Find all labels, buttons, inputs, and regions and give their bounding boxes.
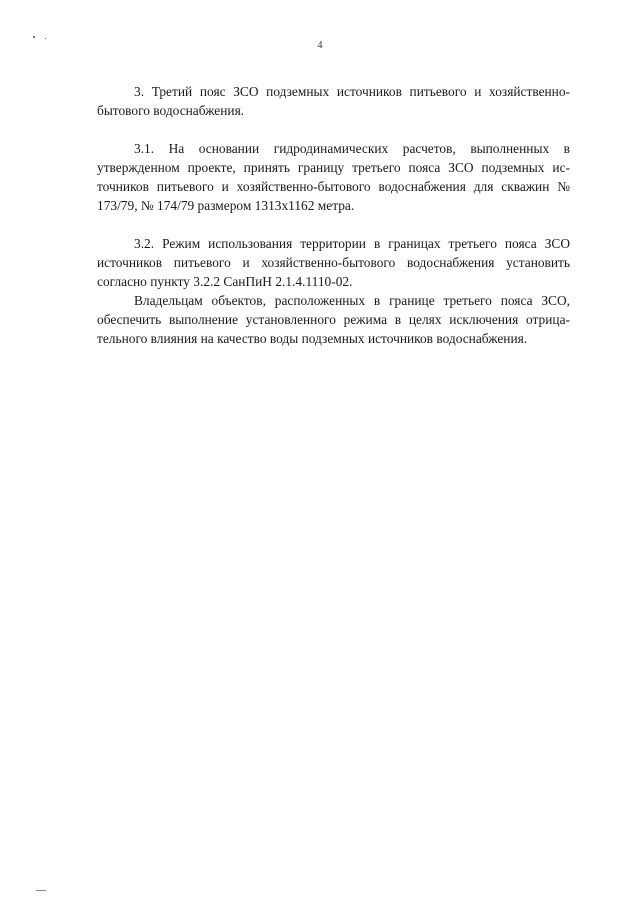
scan-speck bbox=[45, 38, 46, 39]
clause-3-1: 3.1. На основании гидродинамических расчетов, выполненных в утвержденном проекте, принять границу третьего пояса ЗСО подземных источников питьевого и хозяйственно-бытового водоснабжения для скважин № 173/79, № 174/79 размером 1313х1162 метра. bbox=[97, 141, 570, 213]
owners-obligation-paragraph: Владельцам объектов, расположенных в границе третьего пояса ЗСО, обеспечить выполнение установленного режима в целях исключения отрицательного влияния на качество воды подземных источников водоснабжения. bbox=[97, 293, 570, 346]
page-number: 4 bbox=[317, 40, 323, 51]
clause-3-2: 3.2. Режим использования территории в границах третьего пояса ЗСО источников питьевого и хозяйственно-бытового водоснабжения установить согласно пункту 3.2.2 СанПиН 2.1.4.1110-02. bbox=[97, 236, 570, 289]
document-body bbox=[97, 82, 570, 348]
scan-speck bbox=[33, 36, 35, 38]
bottom-margin-mark bbox=[36, 890, 46, 891]
section-3-heading: 3. Третий пояс ЗСО подземных источников питьевого и хозяйственно-бытового водоснабжения. bbox=[97, 84, 570, 118]
